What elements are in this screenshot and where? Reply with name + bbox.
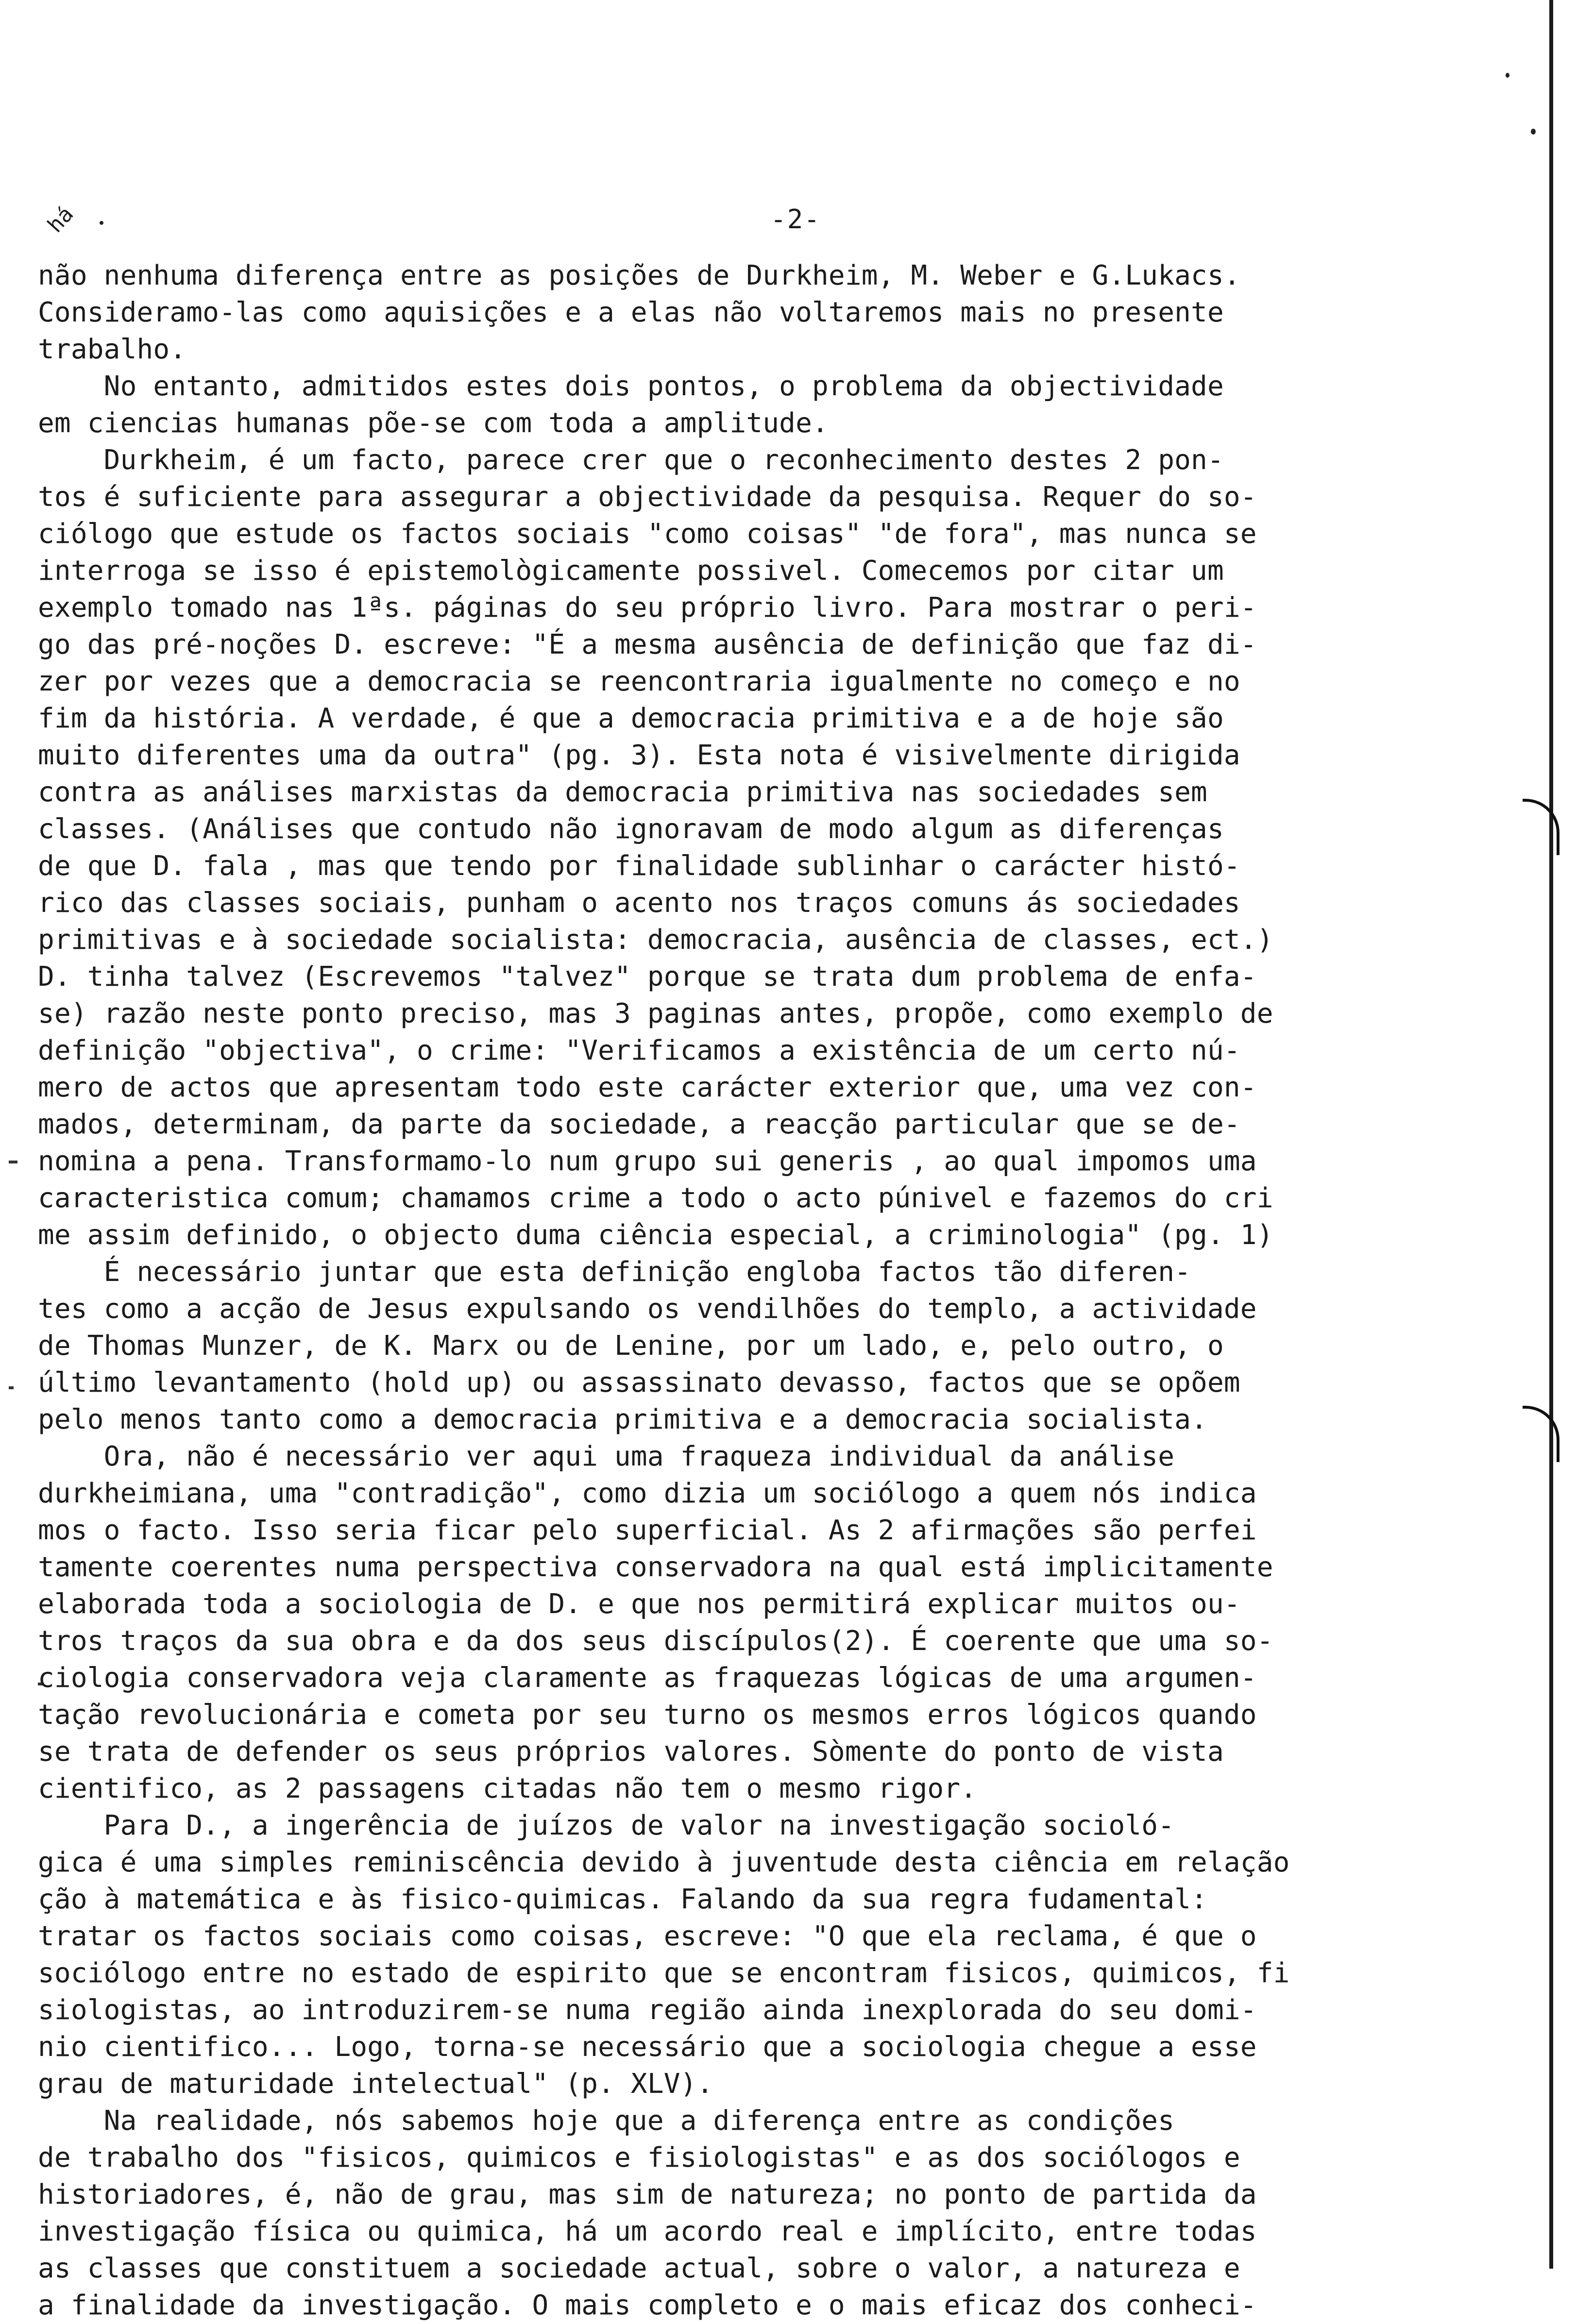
text-line: mero de actos que apresentam todo este carácter exterior que, uma vez con- — [38, 1072, 1257, 1103]
text-line: historiadores, é, não de grau, mas sim de natureza; no ponto de partida da — [38, 2179, 1257, 2210]
text-line: me assim definido, o objecto duma ciência especial, a criminologia" (pg. 1) — [38, 1219, 1273, 1251]
text-line: ção à matemática e às fisico-quimicas. Falando da sua regra fudamental: — [38, 1884, 1207, 1915]
text-line: exemplo tomado nas 1ªs. páginas do seu próprio livro. Para mostrar o peri- — [38, 592, 1257, 623]
text-line: classes. (Análises que contudo não ignoravam de modo algum as diferenças — [38, 813, 1224, 845]
text-line: trabalho. — [38, 334, 186, 365]
text-line: tratar os factos sociais como coisas, escreve: "O que ela reclama, é que o — [38, 1920, 1257, 1952]
text-line: não nenhuma diferença entre as posições de Durkheim, M. Weber e G.Lukacs. — [38, 260, 1240, 291]
text-line: sociólogo entre no estado de espirito que se encontram fisicos, quimicos, fi — [38, 1957, 1290, 1989]
text-line: definição "objectiva", o crime: "Verificamos a existência de um certo nú- — [38, 1035, 1240, 1066]
margin-tick-mark — [9, 1386, 14, 1389]
page-edge-shadow — [1549, 0, 1553, 2269]
text-line: ciólogo que estude os factos sociais "como coisas" "de fora", mas nunca se — [38, 518, 1257, 550]
margin-tick-mark — [9, 1161, 17, 1163]
text-line: interroga se isso é epistemològicamente possivel. Comecemos por citar um — [38, 555, 1224, 587]
margin-bracket-mark — [1523, 799, 1559, 855]
text-line: fim da história. A verdade, é que a democracia primitiva e a de hoje são — [38, 703, 1224, 734]
text-line: Consideramo-las como aquisições e a elas não voltaremos mais no presente — [38, 297, 1224, 328]
text-line: grau de maturidade intelectual" (p. XLV). — [38, 2068, 713, 2100]
text-line: de trabalho dos "fisicos, quimicos e fisiologistas" e as dos sociólogos e — [38, 2142, 1240, 2173]
text-line: Ora, não é necessário ver aqui uma fraqueza individual da análise — [38, 1441, 1175, 1472]
text-line: Para D., a ingerência de juízos de valor na investigação socioló- — [38, 1810, 1175, 1841]
text-line: primitivas e à sociedade socialista: democracia, ausência de classes, ect.) — [38, 924, 1273, 956]
scan-speck — [1531, 129, 1536, 135]
text-line: mados, determinam, da parte da sociedade, a reacção particular que se de- — [38, 1109, 1240, 1140]
text-line: Na realidade, nós sabemos hoje que a diferença entre as condições — [38, 2105, 1175, 2137]
text-line: elaborada toda a sociologia de D. e que nos permitirá explicar muitos ou- — [38, 1588, 1240, 1620]
text-line: nio cientifico... Logo, torna-se necessário que a sociologia chegue a esse — [38, 2031, 1257, 2063]
text-line: tros traços da sua obra e da dos seus discípulos(2). É coerente que uma so- — [38, 1625, 1273, 1657]
text-line: em ciencias humanas põe-se com toda a amplitude. — [38, 407, 829, 439]
margin-bracket-mark — [1523, 1406, 1559, 1462]
text-line: contra as análises marxistas da democracia primitiva nas sociedades sem — [38, 776, 1207, 808]
text-line: Durkheim, é um facto, parece crer que o reconhecimento destes 2 pon- — [38, 444, 1224, 476]
text-line: de que D. fala , mas que tendo por finalidade sublinhar o carácter histó- — [38, 850, 1240, 882]
scan-speck — [100, 221, 103, 225]
text-line: ciologia conservadora veja claramente as fraquezas lógicas de uma argumen- — [38, 1662, 1257, 1694]
text-line: pelo menos tanto como a democracia primitiva e a democracia socialista. — [38, 1404, 1207, 1435]
text-line: caracteristica comum; chamamos crime a todo o acto púnivel e fazemos do cri — [38, 1182, 1273, 1214]
text-line: tação revolucionária e cometa por seu turno os mesmos erros lógicos quando — [38, 1699, 1257, 1731]
text-line: siologistas, ao introduzirem-se numa região ainda inexplorada do seu domi- — [38, 1994, 1257, 2026]
text-line: D. tinha talvez (Escrevemos "talvez" porque se trata dum problema de enfa- — [38, 961, 1257, 993]
text-line: cientifico, as 2 passagens citadas não tem o mesmo rigor. — [38, 1773, 977, 1804]
text-line: go das pré-noções D. escreve: "É a mesma ausência de definição que faz di- — [38, 629, 1257, 660]
text-line: mos o facto. Isso seria ficar pelo superficial. As 2 afirmações são perfei — [38, 1515, 1257, 1546]
text-line: rico das classes sociais, punham o acento nos traços comuns ás sociedades — [38, 887, 1240, 919]
text-line: investigação física ou quimica, há um acordo real e implícito, entre todas — [38, 2216, 1257, 2247]
text-line: tes como a acção de Jesus expulsando os vendilhões do templo, a actividade — [38, 1293, 1257, 1325]
text-line: muito diferentes uma da outra" (pg. 3). Esta nota é visivelmente dirigida — [38, 740, 1240, 771]
text-line: zer por vezes que a democracia se reencontraria igualmente no começo e no — [38, 666, 1240, 697]
text-line: se trata de defender os seus próprios valores. Sòmente do ponto de vista — [38, 1736, 1224, 1768]
text-line: É necessário juntar que esta definição engloba factos tão diferen- — [38, 1256, 1191, 1288]
text-line: tamente coerentes numa perspectiva conservadora na qual está implicitamente — [38, 1551, 1273, 1583]
handwritten-margin-note: há — [43, 202, 79, 238]
text-line: a finalidade da investigação. O mais completo e o mais eficaz dos conheci- — [38, 2290, 1257, 2321]
text-line: nomina a pena. Transformamo-lo num grupo sui generis , ao qual impomos uma — [38, 1145, 1257, 1177]
text-line: as classes que constituem a sociedade actual, sobre o valor, a natureza e — [38, 2253, 1240, 2284]
page-number: -2- — [770, 204, 821, 235]
text-line: gica é uma simples reminiscência devido à juventude desta ciência em relação — [38, 1847, 1290, 1878]
text-line: se) razão neste ponto preciso, mas 3 paginas antes, propõe, como exemplo de — [38, 998, 1273, 1029]
text-line: No entanto, admitidos estes dois pontos, o problema da objectividade — [38, 370, 1224, 402]
scan-speck — [1506, 73, 1509, 78]
body-text — [38, 257, 1495, 2324]
text-line: de Thomas Munzer, de K. Marx ou de Lenine, por um lado, e, pelo outro, o — [38, 1330, 1224, 1362]
text-line: último levantamento (hold up) ou assassinato devasso, factos que se opõem — [38, 1367, 1240, 1398]
text-line: tos é suficiente para assegurar a objectividade da pesquisa. Requer do so- — [38, 481, 1257, 513]
text-line: durkheimiana, uma "contradição", como dizia um sociólogo a quem nós indica — [38, 1478, 1257, 1509]
